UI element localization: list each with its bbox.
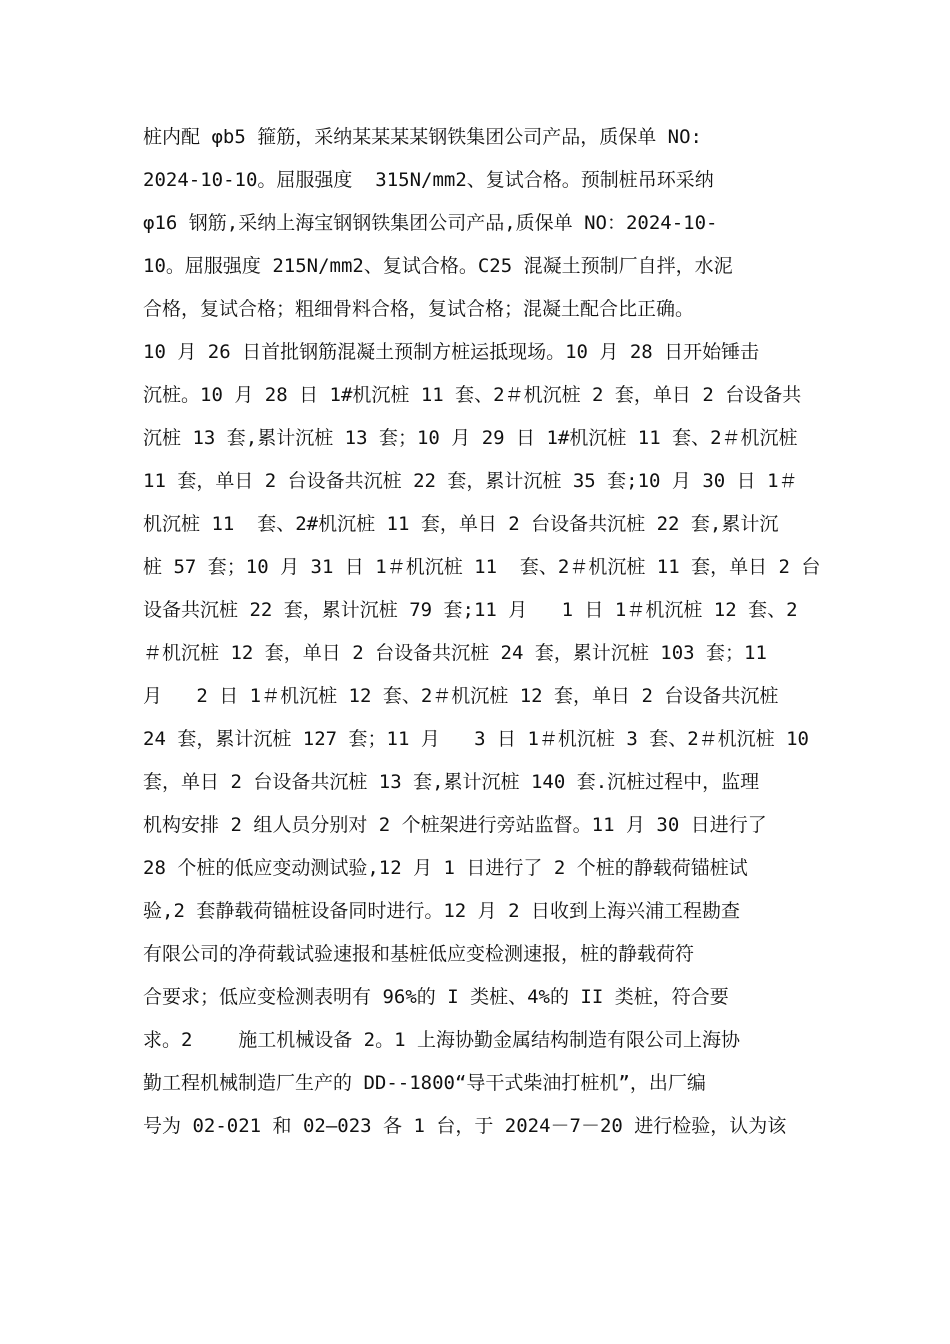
text-line: 2024-10-10。屈服强度 315N/mm2、复试合格。预制桩吊环采纳	[143, 169, 714, 191]
text-line: 有限公司的净荷载试验速报和基桩低应变检测速报，桩的静载荷符	[143, 943, 695, 965]
text-line: 桩内配 φb5 箍筋，采纳某某某某钢铁集团公司产品，质保单 NO:	[143, 126, 702, 148]
text-line: 号为 02-021 和 02—023 各 1 台，于 2024－7－20 进行检验，认为该	[143, 1115, 787, 1137]
text-line: 机沉桩 11 套、2#机沉桩 11 套，单日 2 台设备共沉桩 22 套,累计沉	[143, 513, 779, 535]
text-line: 10 月 26 日首批钢筋混凝土预制方桩运抵现场。10 月 28 日开始锤击	[143, 341, 760, 363]
text-line: 求。2 施工机械设备 2。1 上海协勤金属结构制造有限公司上海协	[143, 1029, 740, 1051]
text-line: 月 2 日 1＃机沉桩 12 套、2＃机沉桩 12 套，单日 2 台设备共沉桩	[143, 685, 779, 707]
text-line: 机构安排 2 组人员分别对 2 个桩架进行旁站监督。11 月 30 日进行了	[143, 814, 767, 836]
text-line: 验,2 套静载荷锚桩设备同时进行。12 月 2 日收到上海兴浦工程勘查	[143, 900, 740, 922]
text-line: 合要求；低应变检测表明有 96%的 I 类桩、4%的 II 类桩，符合要	[143, 986, 729, 1008]
text-line: ＃机沉桩 12 套，单日 2 台设备共沉桩 24 套，累计沉桩 103 套；11	[143, 642, 767, 664]
text-line: 28 个桩的低应变动测试验,12 月 1 日进行了 2 个桩的静载荷锚桩试	[143, 857, 748, 879]
text-line: 11 套，单日 2 台设备共沉桩 22 套，累计沉桩 35 套;10 月 30 日 1＃	[143, 470, 798, 492]
text-line: 设备共沉桩 22 套，累计沉桩 79 套;11 月 1 日 1＃机沉桩 12 套、2	[143, 599, 798, 621]
text-line: φ16 钢筋,采纳上海宝钢钢铁集团公司产品,质保单 NO：2024-10-	[143, 212, 718, 234]
text-line: 桩 57 套；10 月 31 日 1＃机沉桩 11 套、2＃机沉桩 11 套，单日 2 台	[143, 556, 821, 578]
text-line: 勤工程机械制造厂生产的 DD--1800“导干式柴油打桩机”，出厂编	[143, 1072, 706, 1094]
text-line: 24 套，累计沉桩 127 套；11 月 3 日 1＃机沉桩 3 套、2＃机沉桩 10	[143, 728, 809, 750]
text-line: 套，单日 2 台设备共沉桩 13 套,累计沉桩 140 套.沉桩过程中，监理	[143, 771, 760, 793]
body-text	[143, 116, 843, 1148]
text-line: 沉桩 13 套,累计沉桩 13 套；10 月 29 日 1#机沉桩 11 套、2＃机沉桩	[143, 427, 798, 449]
text-line: 沉桩。10 月 28 日 1#机沉桩 11 套、2＃机沉桩 2 套，单日 2 台设备共	[143, 384, 802, 406]
text-line: 10。屈服强度 215N/mm2、复试合格。C25 混凝土预制厂自拌，水泥	[143, 255, 733, 277]
text-line: 合格，复试合格；粗细骨料合格，复试合格；混凝土配合比正确。	[143, 298, 695, 320]
